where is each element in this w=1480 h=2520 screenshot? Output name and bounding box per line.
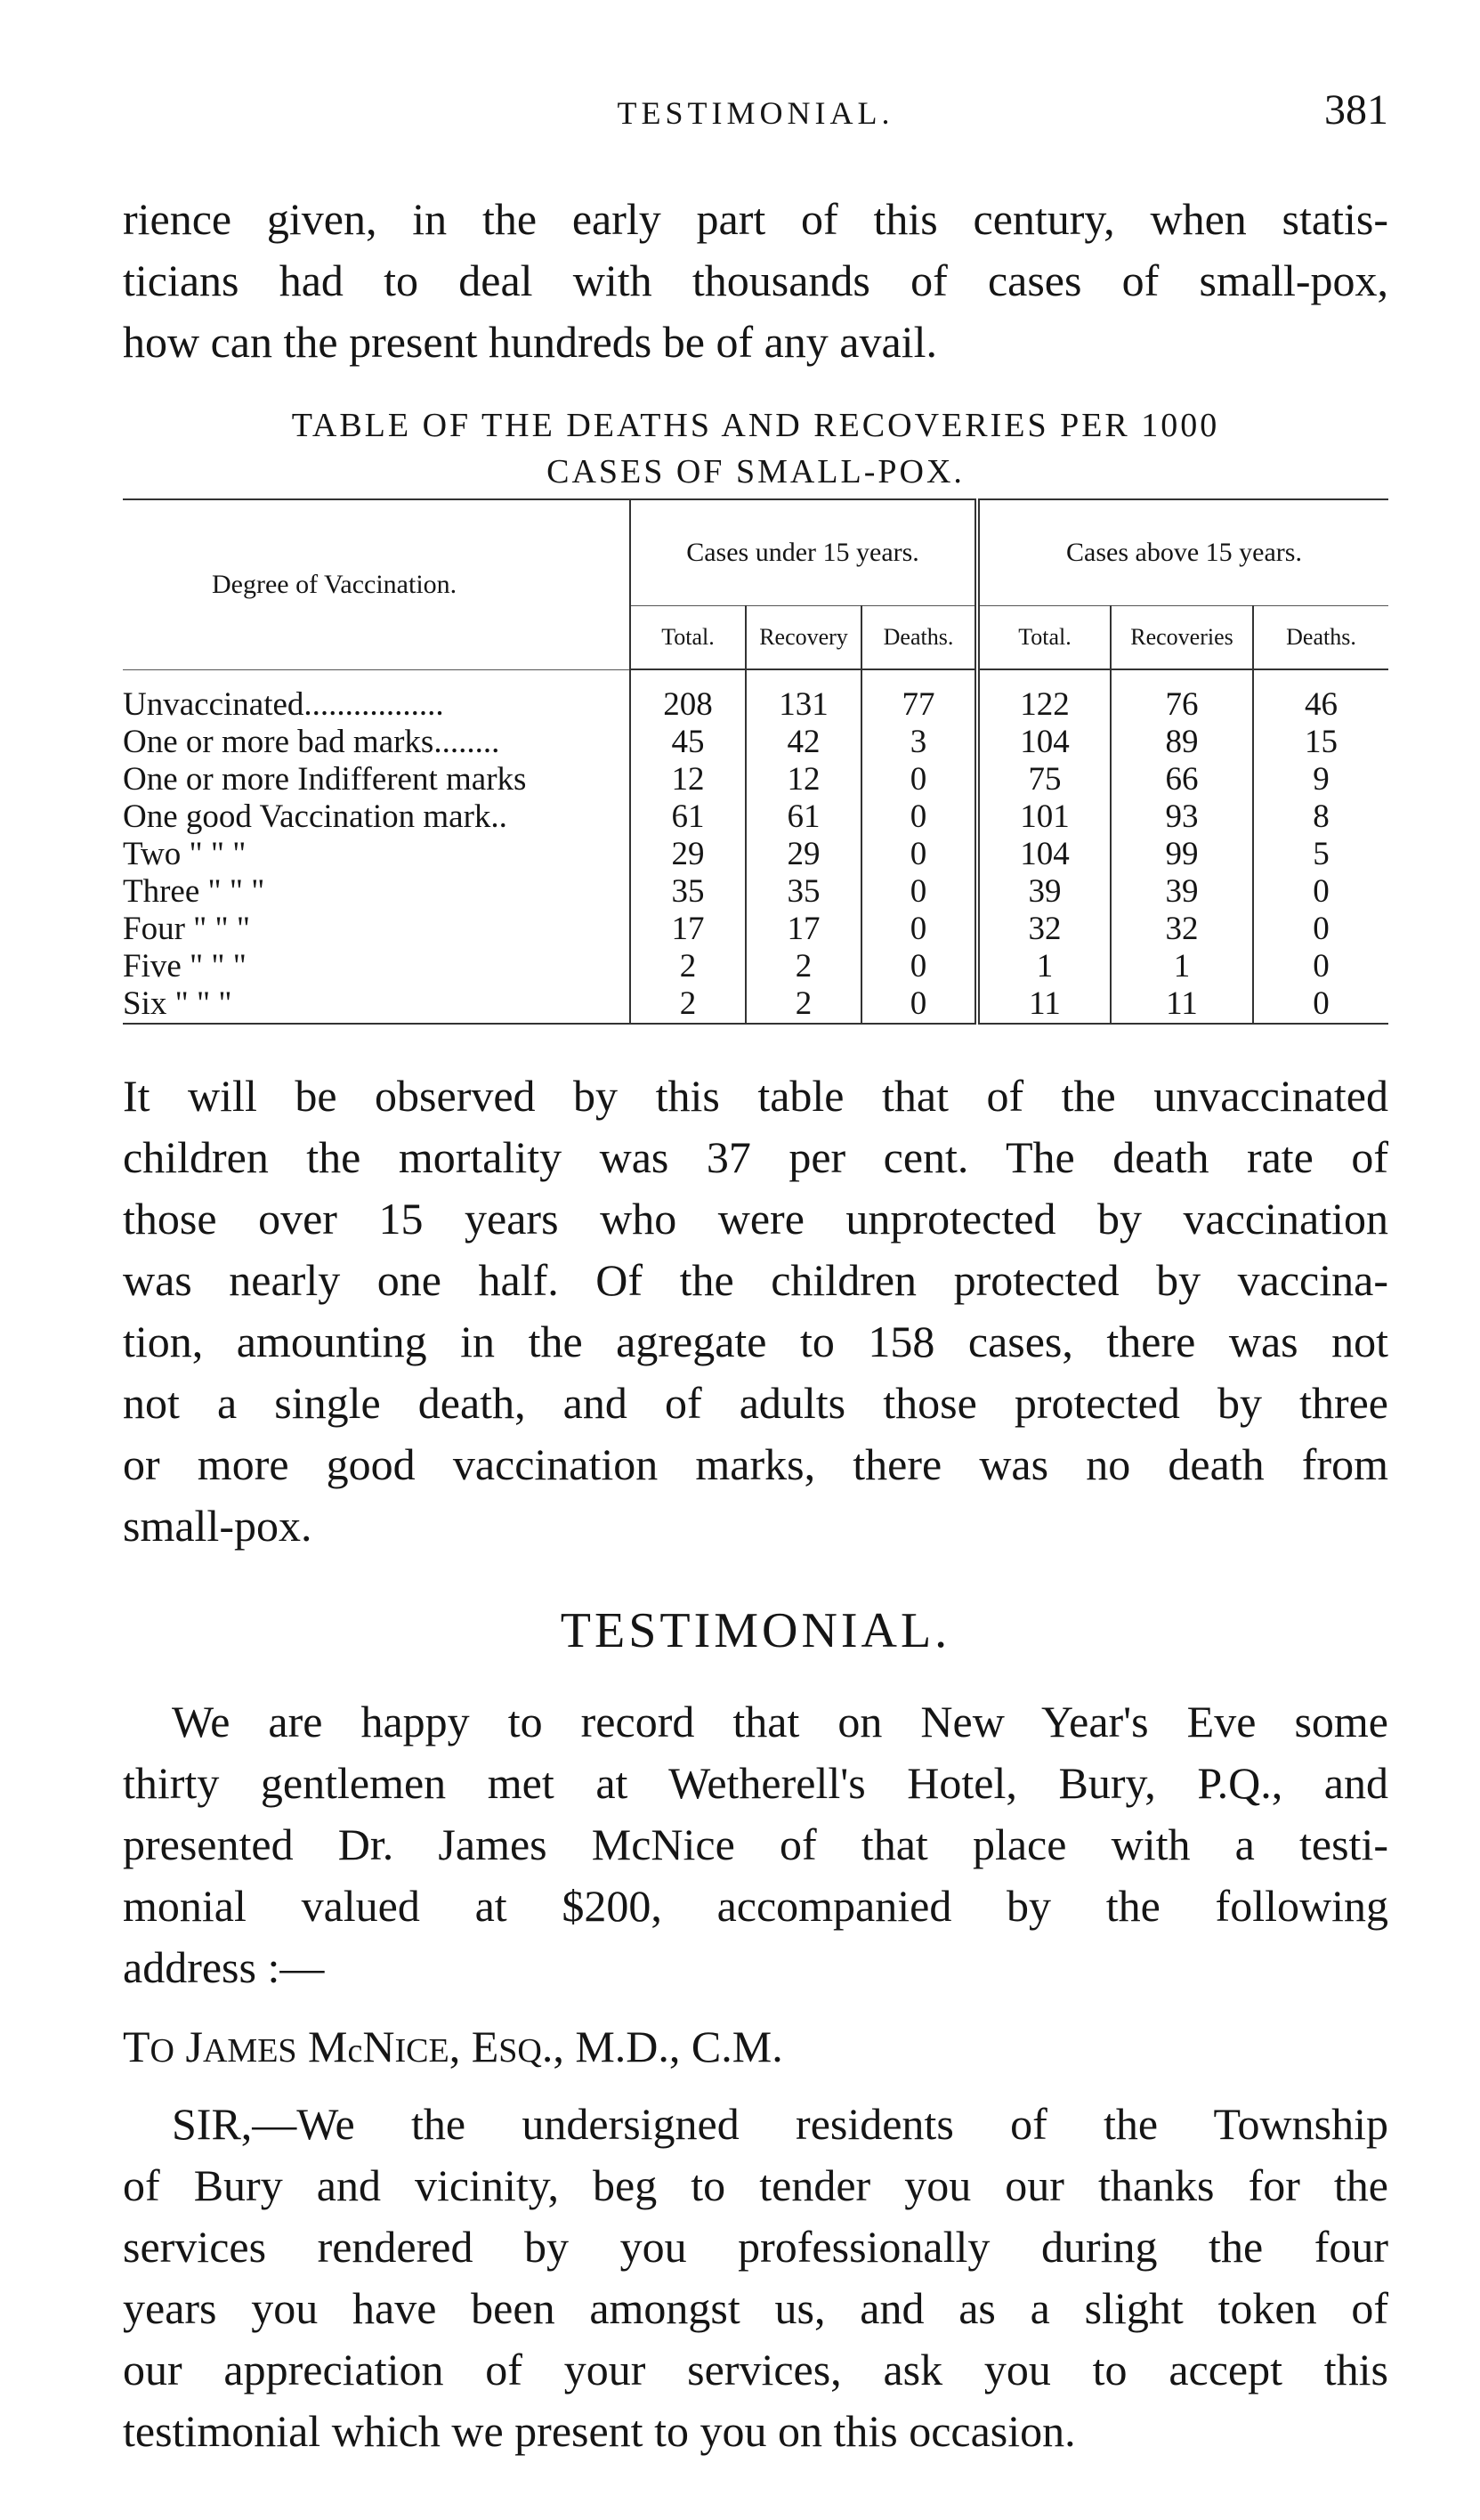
row-label-cell: Six " " " [123,985,630,1024]
under-deaths-cell: 77 [861,669,977,724]
letter-line: services rendered by you professionally during the four [123,2222,1388,2272]
under-recovery-cell: 61 [746,798,861,836]
testimonial-paragraph [123,1691,1388,1998]
above-total-cell: 122 [977,669,1111,724]
table-row [123,836,1388,873]
above-total-cell: 11 [977,985,1111,1024]
above-deaths-cell: 0 [1253,873,1388,911]
addressee-first-initial: J [185,2022,203,2071]
under-recovery-cell: 42 [746,724,861,761]
testimonial-line: monial valued at $200, accompanied by the following [123,1881,1388,1931]
row-label-cell: One or more bad marks........ [123,724,500,760]
intro-paragraph [123,189,1388,373]
vaccination-table [123,498,1388,1025]
under-recovery-cell: 2 [746,948,861,985]
under-total-cell: 208 [630,669,746,724]
under-deaths-cell: 0 [861,873,977,911]
under-deaths-cell: 0 [861,798,977,836]
under-total-cell: 35 [630,873,746,911]
above-deaths-cell: 46 [1253,669,1388,724]
under-total-cell: 45 [630,724,746,761]
addressee-line [123,2021,783,2072]
intro-line: how can the present hundreds be of any avail. [123,317,937,367]
under-deaths-cell: 0 [861,948,977,985]
row-label-cell: Four " " " [123,911,250,947]
above-deaths-cell: 15 [1253,724,1388,761]
col-header: Total. [630,606,746,670]
above-total-cell: 104 [977,724,1111,761]
table-row [123,911,1388,948]
above-deaths-cell: 0 [1253,948,1388,985]
above-recoveries-cell: 93 [1111,798,1253,836]
table-row [123,669,1388,724]
row-label-cell: Five " " " [123,948,247,985]
above-total-cell: 104 [977,836,1111,873]
addressee-surname-a: M [308,2022,348,2071]
table-row [123,985,1388,1024]
table-row [123,798,1388,836]
above-total-cell: 39 [977,873,1111,911]
under-deaths-cell: 0 [861,836,977,873]
col-header: Deaths. [1253,606,1388,670]
table-title-line: CASES OF SMALL-POX. [546,453,965,490]
under-total-cell: 17 [630,911,746,948]
above-deaths-cell: 0 [1253,985,1388,1024]
table-row [123,948,1388,985]
above-deaths-cell: 0 [1253,911,1388,948]
row-label-cell: One good Vaccination mark.. [123,798,507,835]
under-deaths-cell: 0 [861,911,977,948]
observation-line: It will be observed by this table that of the unvaccinated [123,1071,1388,1121]
above-total-cell: 1 [977,948,1111,985]
row-label-cell: Unvaccinated................. [123,685,444,723]
running-title: TESTIMONIAL. [617,95,894,131]
observation-line: tion, amounting in the agregate to 158 cases, there was not [123,1317,1388,1366]
under-total-cell: 2 [630,985,746,1024]
row-label-cell: Three " " " [123,873,265,910]
above-recoveries-cell: 76 [1111,669,1253,724]
letter-line: years you have been amongst us, and as a slight token of [123,2283,1388,2333]
col-header: Recoveries [1111,606,1253,670]
table-row [123,873,1388,911]
above-deaths-cell: 9 [1253,761,1388,798]
under-recovery-cell: 131 [746,669,861,724]
addressee-to-rest: O [150,2032,174,2070]
above-recoveries-cell: 11 [1111,985,1253,1024]
addressee-degrees: ., M.D., C.M. [541,2022,783,2071]
observation-paragraph [123,1066,1388,1557]
row-label-cell: One or more Indifferent marks [123,761,527,798]
section-heading: TESTIMONIAL. [560,1603,951,1658]
above-recoveries-cell: 32 [1111,911,1253,948]
observation-line: small-pox. [123,1501,312,1551]
col-header: Total. [977,606,1111,670]
addressee-surname-c: N [362,2022,395,2071]
under-total-cell: 12 [630,761,746,798]
observation-line: children the mortality was 37 per cent. The death rate of [123,1132,1388,1182]
testimonial-line: We are happy to record that on New Year's Eve some [172,1697,1388,1746]
observation-line: or more good vaccination marks, there was no death from [123,1439,1388,1489]
under-deaths-cell: 3 [861,724,977,761]
addressee-surname-rest: ICE [394,2032,449,2070]
addressee-to-initial: T [123,2022,150,2071]
under-deaths-cell: 0 [861,761,977,798]
observation-line: not a single death, and of adults those protected by three [123,1378,1388,1428]
testimonial-line: thirty gentlemen met at Wetherell's Hotel, Bury, P.Q., and [123,1758,1388,1808]
under-recovery-cell: 35 [746,873,861,911]
table-body [123,669,1388,1024]
group-header-under: Cases under 15 years. [630,499,977,606]
above-recoveries-cell: 89 [1111,724,1253,761]
under-total-cell: 61 [630,798,746,836]
above-total-cell: 75 [977,761,1111,798]
above-recoveries-cell: 39 [1111,873,1253,911]
addressee-first-rest: AMES [202,2032,297,2070]
observation-line: those over 15 years who were unprotected by vaccination [123,1194,1388,1244]
under-recovery-cell: 12 [746,761,861,798]
letter-line: testimonial which we present to you on this occasion. [123,2406,1076,2456]
intro-line: rience given, in the early part of this century, when statis- [123,194,1388,244]
row-label-cell: Two " " " [123,836,247,872]
testimonial-line: presented Dr. James McNice of that place with a testi- [123,1819,1388,1869]
above-recoveries-cell: 1 [1111,948,1253,985]
above-recoveries-cell: 99 [1111,836,1253,873]
page-header [123,86,1388,142]
under-recovery-cell: 29 [746,836,861,873]
table-title-line: TABLE OF THE DEATHS AND RECOVERIES PER 1000 [291,407,1220,444]
under-total-cell: 2 [630,948,746,985]
under-recovery-cell: 2 [746,985,861,1024]
letter-paragraph [123,2094,1388,2462]
under-deaths-cell: 0 [861,985,977,1024]
observation-line: was nearly one half. Of the children protected by vaccina- [123,1255,1388,1305]
degree-header: Degree of Vaccination. [123,499,630,669]
above-recoveries-cell: 66 [1111,761,1253,798]
letter-line: our appreciation of your services, ask you to accept this [123,2345,1388,2394]
letter-line: SIR,—We the undersigned residents of the Township [172,2099,1388,2149]
under-recovery-cell: 17 [746,911,861,948]
above-total-cell: 32 [977,911,1111,948]
letter-line: of Bury and vicinity, beg to tender you our thanks for the [123,2160,1388,2210]
addressee-esq-rest: SQ [498,2032,542,2070]
above-total-cell: 101 [977,798,1111,836]
table-row [123,724,1388,761]
under-total-cell: 29 [630,836,746,873]
page-number: 381 [1324,86,1388,134]
table-row [123,761,1388,798]
intro-line: ticians had to deal with thousands of cases of small-pox, [123,255,1388,305]
col-header: Recovery [746,606,861,670]
col-header: Deaths. [861,606,977,670]
table-title [123,402,1388,495]
above-deaths-cell: 5 [1253,836,1388,873]
above-deaths-cell: 8 [1253,798,1388,836]
addressee-esq-initial: , E [449,2022,499,2071]
group-header-above: Cases above 15 years. [977,499,1388,606]
testimonial-line: address :— [123,1942,325,1992]
addressee-surname-b: c [347,2032,363,2070]
